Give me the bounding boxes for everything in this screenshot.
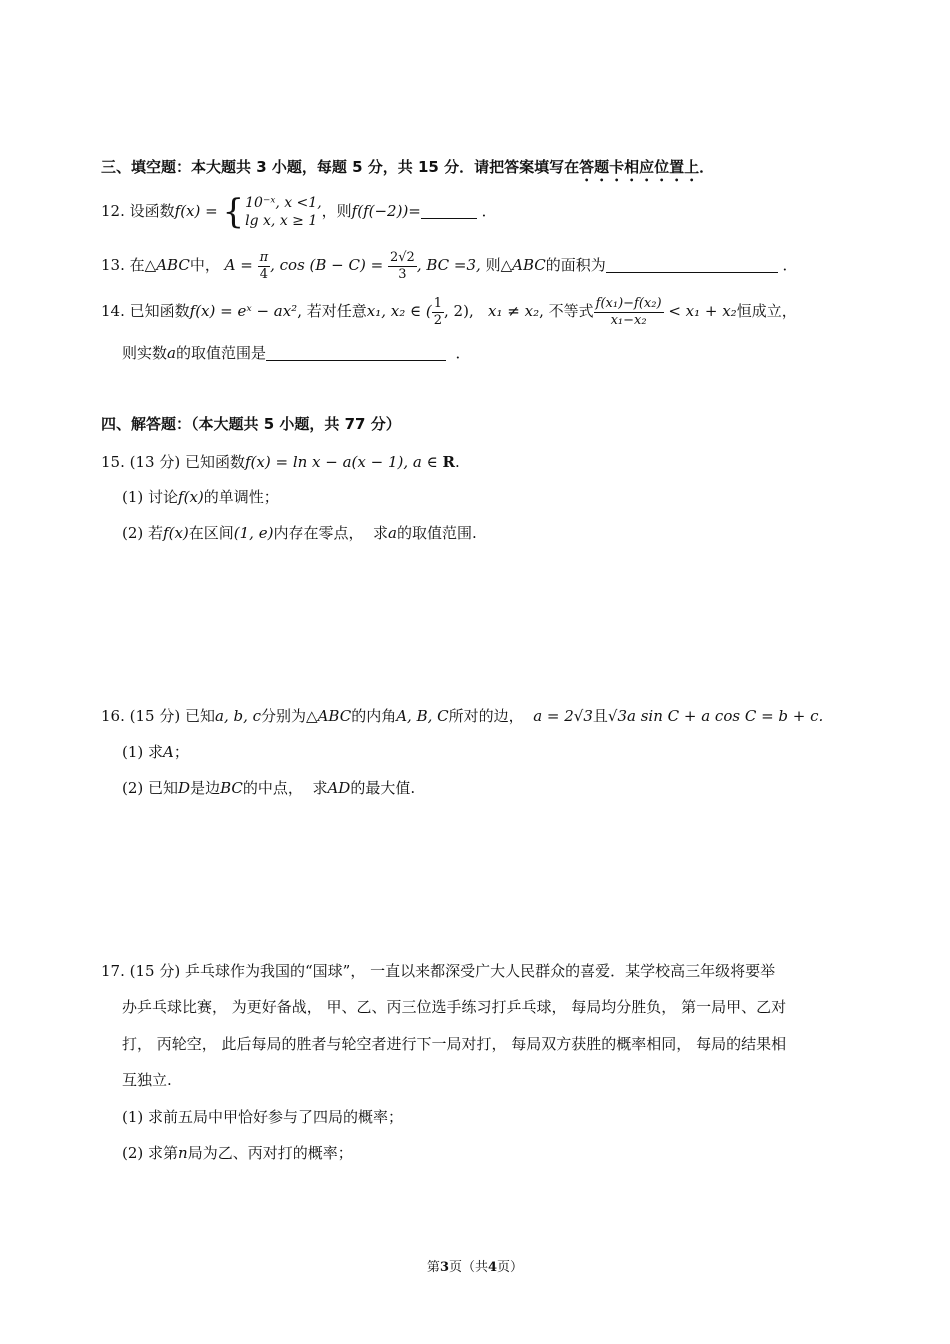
fraction-denominator: 3 [398, 266, 407, 282]
math-variable: n [178, 1144, 188, 1162]
question-score: (15 分) [129, 707, 181, 725]
question-text: 的单调性； [203, 488, 279, 506]
question-text: 且 [592, 707, 608, 725]
math-variable: AD [327, 779, 351, 797]
piecewise-brace: { [222, 192, 245, 232]
part-label: (2) [122, 779, 144, 797]
fraction-one-half [432, 296, 444, 329]
equals-sign: = [408, 202, 421, 220]
part-label: (2) [122, 1144, 144, 1162]
question-text: 已知 [148, 779, 179, 797]
question-13 [101, 245, 798, 285]
math-expression: A = [224, 256, 253, 274]
question-text: 所对的边， [448, 707, 524, 725]
question-text: 已知函数 [129, 302, 190, 320]
fraction-2root2-over-3 [388, 250, 417, 283]
math-expression: , BC =3, [416, 256, 481, 274]
question-score: (15 分) [129, 962, 181, 980]
question-14 [101, 291, 797, 331]
fraction-numerator: f(x₁)−f(x₂) [595, 295, 662, 311]
part-label: (2) [122, 524, 144, 542]
question-16 [101, 705, 823, 727]
question-score: (13 分) [129, 453, 181, 471]
question-text: 中， [189, 256, 220, 274]
question-text: 已知函数 [184, 453, 245, 471]
section-4-title [101, 413, 401, 435]
question-number: 17. [101, 962, 125, 980]
question-end: ． [782, 256, 798, 274]
part-label: (1) [122, 1108, 144, 1126]
math-expression: , cos (B − C) = [270, 256, 384, 274]
question-text: , 不等式 [539, 302, 594, 320]
section-3-title-emphasis: 答题卡相应位置上 [579, 158, 700, 176]
question-text: 的取值范围是 [175, 344, 266, 362]
question-text: 内存在零点， [273, 524, 364, 542]
question-16-part-2 [122, 777, 415, 799]
piecewise-case-1: 10⁻ˣ, x <1, [245, 195, 322, 211]
math-variable: D [178, 779, 191, 797]
section-3-title-text: 三、填空题：本大题共 3 小题，每题 5 分，共 15 分．请把答案填写在 [101, 158, 580, 176]
question-text: 若 [148, 524, 164, 542]
question-text: ，则 [321, 202, 352, 220]
question-17-part-2 [122, 1142, 353, 1164]
fraction-numerator: 1 [433, 295, 443, 311]
question-text-line-3: 打， 丙轮空， 此后每局的胜者与轮空者进行下一局对打， 每局双方获胜的概率相同， 每局的结果相 [122, 1035, 787, 1053]
question-text: 局为乙、丙对打的概率； [187, 1144, 353, 1162]
fraction-denominator: x₁−x₂ [610, 312, 647, 328]
section-3-title [101, 156, 714, 185]
question-17-line-4 [122, 1069, 172, 1091]
math-set-reals: R [442, 453, 455, 471]
question-15-part-2 [122, 522, 477, 544]
question-text: , 若对任意 [297, 302, 367, 320]
math-expression: f(f(−2)) [351, 202, 409, 220]
question-text: 是边 [190, 779, 221, 797]
fraction-numerator: π [259, 249, 269, 265]
question-16-part-1 [122, 741, 189, 763]
footer-text: 第 [426, 1260, 440, 1275]
math-expression: f(x) = [174, 202, 218, 220]
math-expression: a, b, c [215, 707, 262, 725]
question-text: 已知 [184, 707, 215, 725]
question-text: 讨论 [148, 488, 179, 506]
question-text: 在区间 [188, 524, 234, 542]
question-text: 则△ [485, 256, 513, 274]
math-variable: a [388, 524, 397, 542]
math-variable: A [163, 743, 174, 761]
question-number: 13. [101, 256, 125, 274]
math-expression: (1, e) [233, 524, 274, 542]
question-text: 则实数 [122, 344, 168, 362]
question-end: ． [481, 202, 497, 220]
question-number: 12. [101, 202, 125, 220]
question-number: 14. [101, 302, 125, 320]
question-text: 分别为△ [261, 707, 318, 725]
math-expression: A, B, C [396, 707, 449, 725]
answer-blank[interactable] [421, 203, 477, 219]
question-17-part-1 [122, 1106, 403, 1128]
fraction-difference-quotient [594, 296, 664, 329]
question-text: 设函数 [129, 202, 175, 220]
page-footer [0, 1256, 950, 1275]
question-end: . [454, 453, 460, 471]
question-text: 的内角 [351, 707, 397, 725]
part-label: (1) [122, 488, 144, 506]
question-14-continued [122, 342, 471, 364]
question-17 [101, 960, 775, 982]
math-variable: a [167, 344, 176, 362]
question-text-line-2: 办乒乓球比赛， 为更好备战， 甲、乙、丙三位选手练习打乒乓球， 每局均分胜负， 第一局甲、乙对 [122, 998, 787, 1016]
question-end: ． [455, 344, 471, 362]
question-text-line-1: 乒乓球作为我国的“国球”， 一直以来都深受广大人民群众的喜爱．某学校高三年级将要举 [184, 962, 776, 980]
math-expression: f(x) = ln x − a(x − 1), a ∈ [245, 453, 438, 471]
question-text: 求第 [148, 1144, 179, 1162]
question-text: 的最大值. [350, 779, 416, 797]
fraction-pi-over-4 [258, 250, 271, 283]
math-expression: a = 2√3 [533, 707, 593, 725]
question-12 [101, 191, 497, 231]
footer-text: 页（共 [448, 1260, 488, 1275]
piecewise-case-2: lg x, x ≥ 1 [245, 213, 318, 229]
section-3-title-end: ． [699, 158, 715, 176]
math-expression: x₁, x₂ ∈ ( [366, 302, 432, 320]
part-label: (1) [122, 743, 144, 761]
math-expression: ABC [317, 707, 352, 725]
math-expression: f(x) [178, 488, 204, 506]
math-variable: BC [220, 779, 243, 797]
question-text: 的中点， [242, 779, 303, 797]
question-number: 16. [101, 707, 125, 725]
math-expression: , 2), [444, 302, 474, 320]
question-text: 在△ [129, 256, 157, 274]
answer-blank[interactable] [606, 257, 778, 273]
question-text: 恒成立， [736, 302, 797, 320]
question-text: 求前五局中甲恰好参与了四局的概率； [148, 1108, 404, 1126]
page-total: 4 [488, 1260, 498, 1275]
question-text: 求 [312, 779, 328, 797]
footer-text: 页） [497, 1260, 524, 1275]
question-text: 的面积为 [545, 256, 606, 274]
question-text: ； [173, 743, 189, 761]
math-expression: ABC [156, 256, 190, 274]
fraction-denominator: 4 [259, 266, 268, 282]
math-expression: f(x) = eˣ − ax² [189, 302, 298, 320]
question-15 [101, 451, 460, 473]
piecewise-cases [245, 194, 322, 230]
question-text-line-4: 互独立. [122, 1071, 172, 1089]
question-17-line-3 [122, 1033, 786, 1055]
math-expression: f(x) [163, 524, 189, 542]
section-4-title-text: 四、解答题：（本大题共 5 小题，共 77 分） [101, 415, 401, 433]
math-expression: < x₁ + x₂ [668, 302, 737, 320]
question-15-part-1 [122, 486, 279, 508]
math-expression: √3a sin C + a cos C = b + c. [607, 707, 824, 725]
math-expression: x₁ ≠ x₂ [488, 302, 540, 320]
fraction-numerator: 2√2 [389, 249, 415, 265]
answer-blank[interactable] [266, 345, 446, 361]
page-number: 3 [439, 1260, 449, 1275]
math-expression: ABC [512, 256, 546, 274]
question-number: 15. [101, 453, 125, 471]
question-text: 的取值范围. [396, 524, 477, 542]
question-text: 求 [148, 743, 164, 761]
fraction-denominator: 2 [433, 312, 443, 328]
question-text: 求 [373, 524, 389, 542]
question-17-line-2 [122, 996, 786, 1018]
